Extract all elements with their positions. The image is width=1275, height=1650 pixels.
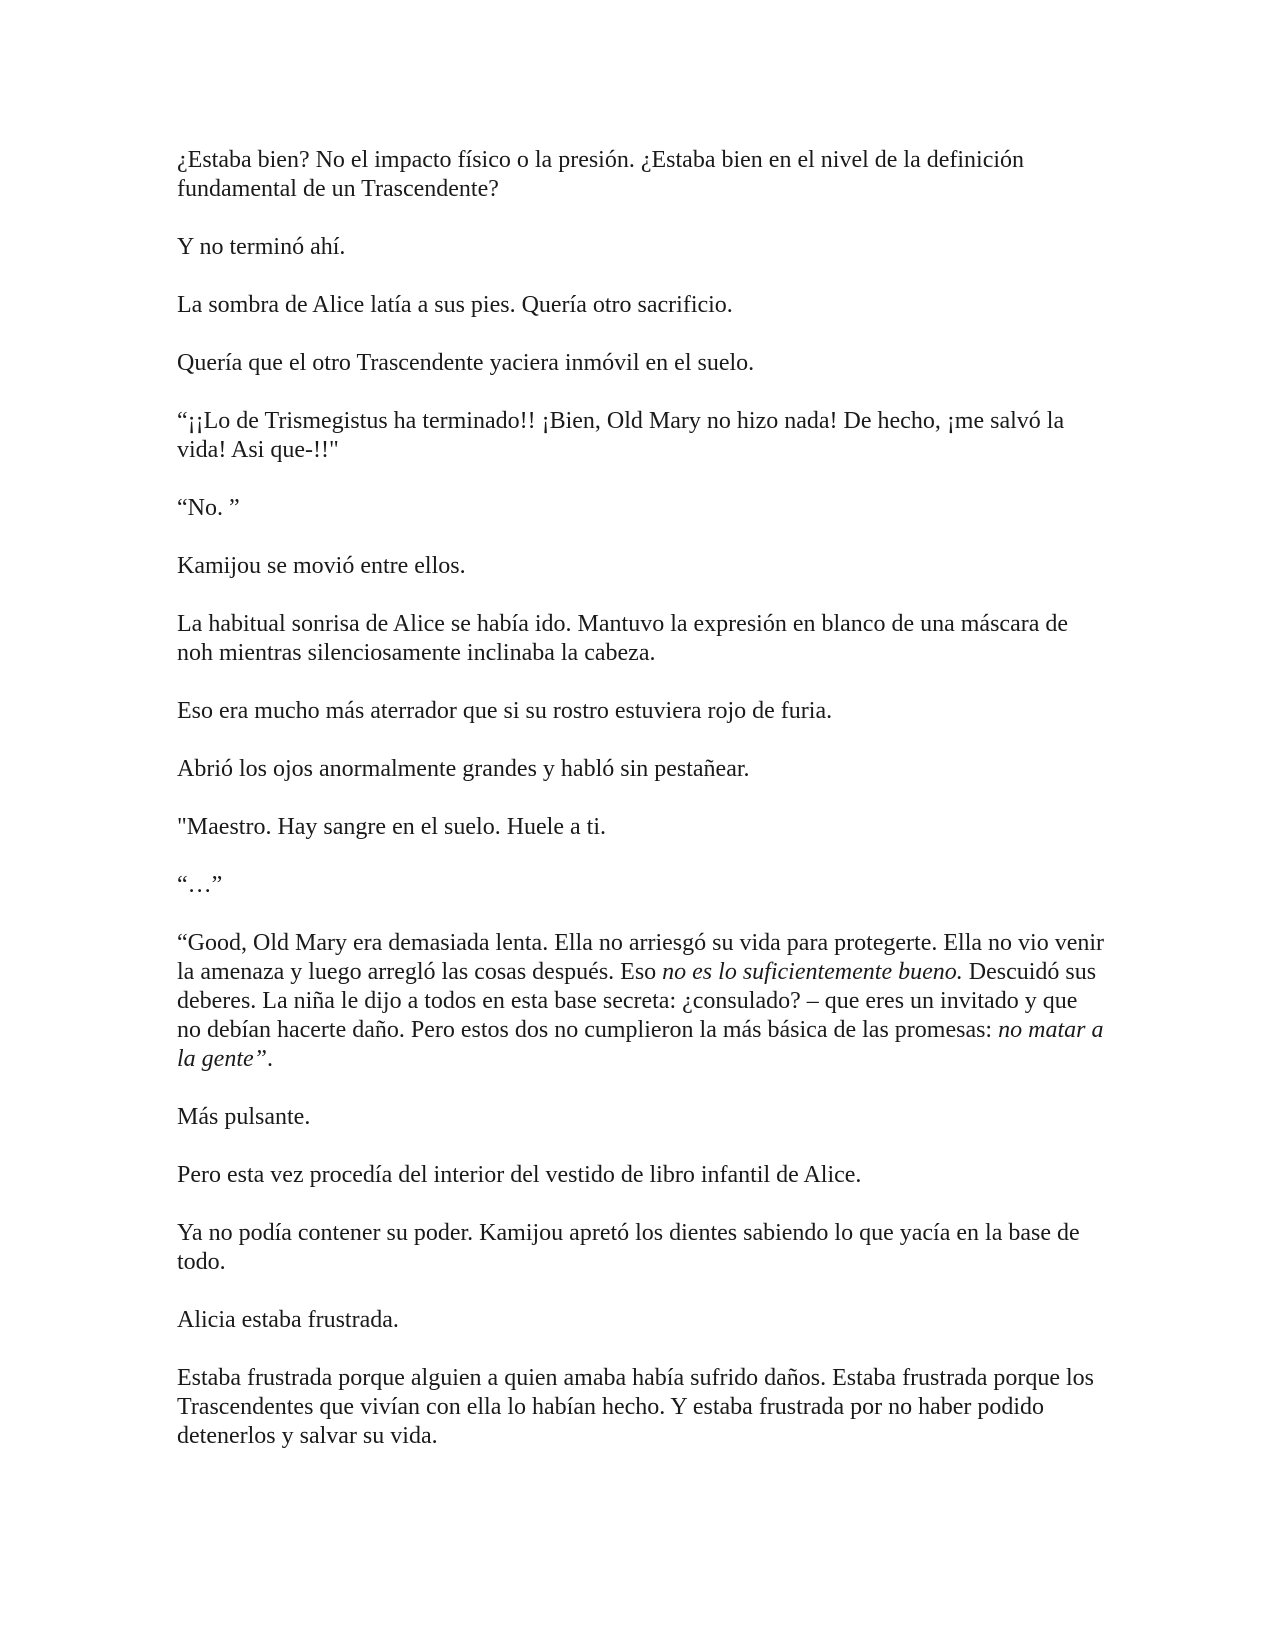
paragraph: "Maestro. Hay sangre en el suelo. Huele a ti. (177, 814, 606, 840)
paragraph: “No. ” (177, 495, 240, 521)
paragraph: Alicia estaba frustrada. (177, 1307, 399, 1333)
paragraph-mixed (177, 929, 1107, 1074)
paragraph: Kamijou se movió entre ellos. (177, 553, 466, 579)
paragraph: Eso era mucho más aterrador que si su rostro estuviera rojo de furia. (177, 698, 833, 724)
paragraph: Ya no podía contener su poder. Kamijou apretó los dientes sabiendo lo que yacía en la base de todo. (177, 1220, 1080, 1275)
paragraph: ¿Estaba bien? No el impacto físico o la presión. ¿Estaba bien en el nivel de la definición fundamental de un Trascendente? (177, 147, 1025, 202)
text-run: Descuidó sus deberes. La niña le dijo a todos en esta base secreta: ¿consulado? – que eres un invitado y que no debían hacerte daño. Pero estos dos no cumplieron la más básica de las promesas: (177, 959, 1097, 1043)
text-run: . (267, 1046, 273, 1072)
paragraph: La habitual sonrisa de Alice se había ido. Mantuvo la expresión en blanco de una máscara de noh mientras silenciosamente inclinaba la cabeza. (177, 611, 1069, 666)
paragraph: Más pulsante. (177, 1104, 311, 1130)
paragraph: Pero esta vez procedía del interior del vestido de libro infantil de Alice. (177, 1162, 862, 1188)
body-text (177, 146, 1107, 1480)
paragraph: Estaba frustrada porque alguien a quien amaba había sufrido daños. Estaba frustrada porque los Trascendentes que vivían con ella lo habían hecho. Y estaba frustrada por no haber podido detenerlos y salvar su vida. (177, 1365, 1095, 1449)
italic-text-run: no matar a la gente” (177, 1017, 1104, 1072)
paragraph: “…” (177, 872, 223, 898)
paragraph: Y no terminó ahí. (177, 234, 346, 260)
paragraph: Quería que el otro Trascendente yaciera inmóvil en el suelo. (177, 350, 755, 376)
italic-text-run: no es lo suficientemente bueno. (662, 959, 963, 985)
paragraph: “¡¡Lo de Trismegistus ha terminado!! ¡Bien, Old Mary no hizo nada! De hecho, ¡me salvó la vida! Asi que-!!" (177, 408, 1065, 463)
paragraph: Abrió los ojos anormalmente grandes y habló sin pestañear. (177, 756, 750, 782)
text-run: “Good, Old Mary era demasiada lenta. Ella no arriesgó su vida para protegerte. Ella no vio venir la amenaza y luego arregló las cosas después. Eso (177, 930, 1104, 985)
paragraph: La sombra de Alice latía a sus pies. Quería otro sacrificio. (177, 292, 733, 318)
